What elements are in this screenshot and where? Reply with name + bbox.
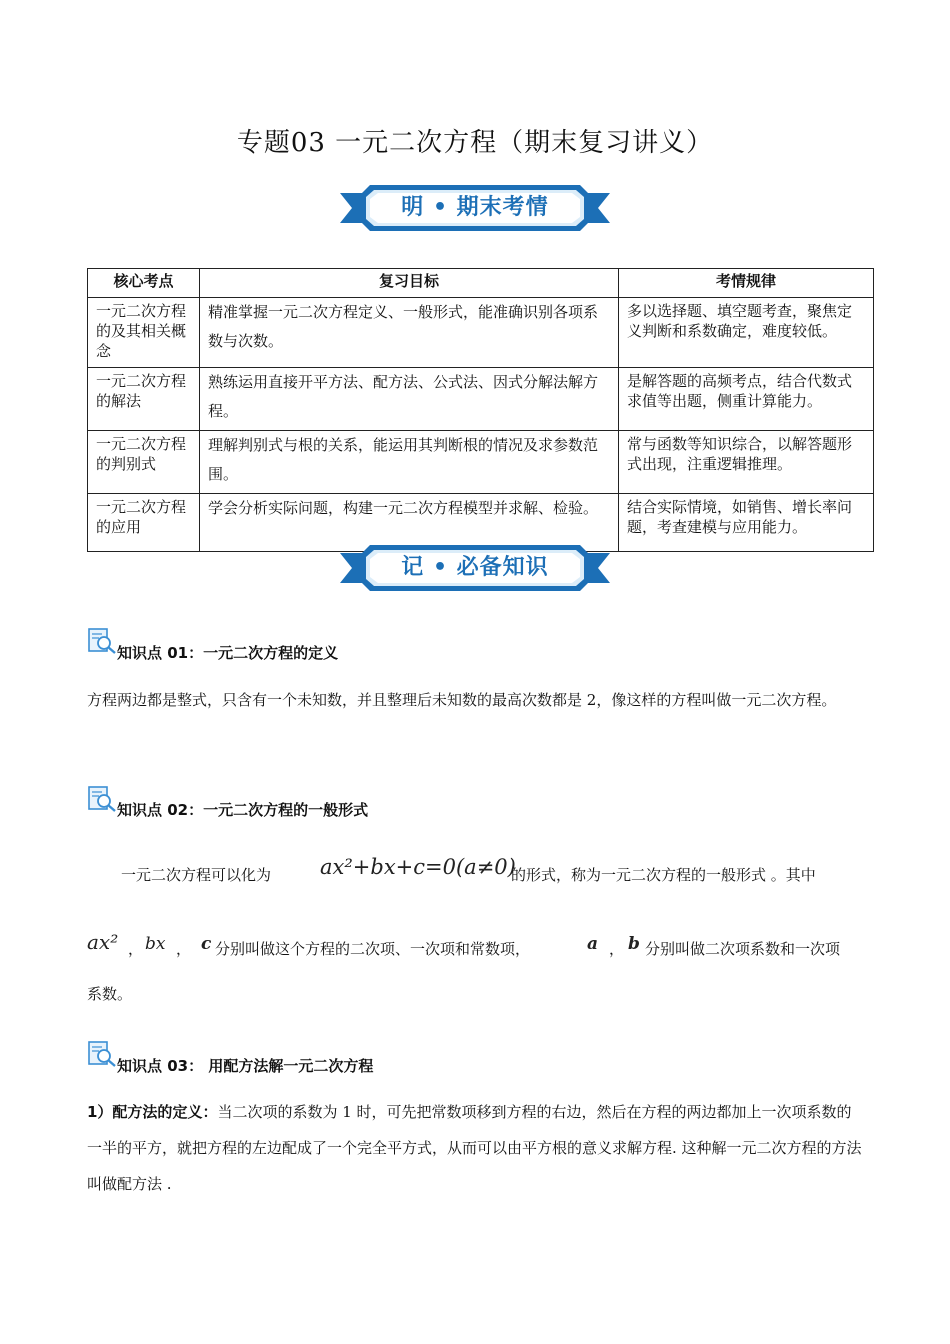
pattern-cell: 是解答题的高频考点，结合代数式求值等出题，侧重计算能力。 bbox=[619, 368, 874, 431]
term-c: c bbox=[201, 934, 212, 954]
column-header: 复习目标 bbox=[200, 269, 619, 298]
general-form-intro: 一元二次方程可以化为 bbox=[121, 866, 272, 884]
term-bx: bx bbox=[145, 934, 166, 954]
review-table bbox=[87, 268, 874, 552]
magnifier-document-icon bbox=[87, 627, 117, 655]
goal-cell: 理解判别式与根的关系，能运用其判断根的情况及求参数范围。 bbox=[200, 431, 619, 494]
section-banner-exam bbox=[340, 183, 610, 233]
knowledge-point-title: 知识点 02：一元二次方程的一般形式 bbox=[117, 801, 369, 819]
separator-comma: ， bbox=[609, 940, 625, 958]
table-row bbox=[88, 431, 874, 494]
goal-cell: 精准掌握一元二次方程定义、一般形式，能准确识别各项系数与次数。 bbox=[200, 298, 619, 368]
topic-cell: 一元二次方程的及其相关概念 bbox=[88, 298, 200, 368]
table-row bbox=[88, 298, 874, 368]
column-header: 核心考点 bbox=[88, 269, 200, 298]
pattern-cell: 常与函数等知识综合，以解答题形式出现，注重逻辑推理。 bbox=[619, 431, 874, 494]
general-form-suffix: 的形式，称为一元二次方程的一般形式 。其中 bbox=[511, 866, 816, 884]
term-b: b bbox=[628, 934, 640, 954]
completing-square-definition bbox=[87, 1094, 865, 1202]
general-form-formula: ax²+bx+c=0(a≠0) bbox=[320, 855, 516, 879]
section-banner-knowledge bbox=[340, 543, 610, 593]
pattern-cell: 多以选择题、填空题考查，聚焦定义判断和系数确定，难度较低。 bbox=[619, 298, 874, 368]
topic-cell: 一元二次方程的解法 bbox=[88, 368, 200, 431]
term-a: a bbox=[587, 934, 599, 954]
page-title: 专题03 一元二次方程（期末复习讲义） bbox=[236, 128, 714, 158]
magnifier-document-icon bbox=[87, 785, 117, 813]
topic-cell: 一元二次方程的判别式 bbox=[88, 431, 200, 494]
table-header-row bbox=[88, 269, 874, 298]
definition-label: 1）配方法的定义： bbox=[87, 1103, 218, 1121]
magnifier-document-icon bbox=[87, 1040, 117, 1068]
knowledge-point-title: 知识点 03： 用配方法解一元二次方程 bbox=[117, 1057, 374, 1075]
term-descriptions: 分别叫做这个方程的二次项、一次项和常数项， bbox=[215, 940, 531, 958]
topic-cell: 一元二次方程的应用 bbox=[88, 494, 200, 552]
knowledge-point-title: 知识点 01：一元二次方程的定义 bbox=[117, 644, 339, 662]
table-row bbox=[88, 368, 874, 431]
separator-comma: ， bbox=[128, 940, 144, 958]
goal-cell: 熟练运用直接开平方法、配方法、公式法、因式分解法解方程。 bbox=[200, 368, 619, 431]
banner-title: 记 • 必备知识 bbox=[401, 555, 549, 580]
banner-title: 明 • 期末考情 bbox=[401, 195, 549, 220]
goal-cell: 学会分析实际问题，构建一元二次方程模型并求解、检验。 bbox=[200, 494, 619, 552]
coefficient-description-end: 系数。 bbox=[87, 985, 133, 1003]
coefficient-description: 分别叫做二次项系数和一次项 bbox=[645, 940, 841, 958]
term-ax2: ax² bbox=[87, 930, 119, 954]
column-header: 考情规律 bbox=[619, 269, 874, 298]
definition-text: 当二次项的系数为 1 时，可先把常数项移到方程的右边，然后在方程的两边都加上一次项系数的一半的平方，就把方程的左边配成了一个完全平方式，从而可以由平方根的意义求解方程. 这种解一元二次方程的方法叫做配方法 . bbox=[87, 1103, 862, 1193]
pattern-cell: 结合实际情境，如销售、增长率问题，考查建模与应用能力。 bbox=[619, 494, 874, 552]
separator-comma: ， bbox=[176, 940, 192, 958]
knowledge-point-body: 方程两边都是整式，只含有一个未知数，并且整理后未知数的最高次数都是 2，像这样的方程叫做一元二次方程。 bbox=[87, 691, 837, 709]
